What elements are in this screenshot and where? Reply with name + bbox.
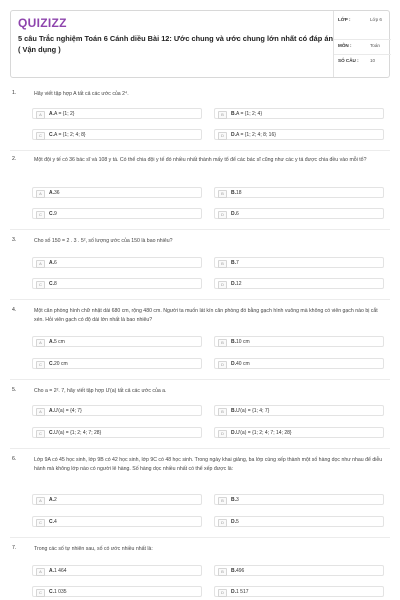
question-divider bbox=[10, 379, 390, 380]
option-letter: A bbox=[36, 568, 45, 576]
option-text: B.Ư(a) = {1; 4; 7} bbox=[231, 407, 270, 414]
option-text: B.A = {1; 2; 4} bbox=[231, 110, 262, 117]
answer-option-d[interactable] bbox=[214, 278, 384, 289]
answer-option-a[interactable] bbox=[32, 405, 202, 416]
question-text: Cho số 150 = 2 . 3 . 5², số lượng ước của 150 là bao nhiêu? bbox=[34, 238, 173, 244]
answer-option-b[interactable] bbox=[214, 108, 384, 119]
answer-option-d[interactable] bbox=[214, 129, 384, 140]
option-letter: B bbox=[218, 111, 227, 119]
option-text: A.5 cm bbox=[49, 338, 65, 345]
question-divider bbox=[10, 448, 390, 449]
option-letter: D bbox=[218, 132, 227, 140]
answer-option-b[interactable] bbox=[214, 565, 384, 576]
meta-count-label: SỐ CÂU : bbox=[338, 58, 359, 63]
option-letter: C bbox=[36, 132, 45, 140]
answer-option-c[interactable] bbox=[32, 208, 202, 219]
option-text: A.A = {1; 2} bbox=[49, 110, 75, 117]
question-divider bbox=[10, 229, 390, 230]
option-text: B.7 bbox=[231, 259, 239, 266]
option-letter: D bbox=[218, 281, 227, 289]
answer-option-a[interactable] bbox=[32, 108, 202, 119]
option-text: A.1 464 bbox=[49, 567, 67, 574]
question-number: 2. bbox=[12, 156, 17, 162]
worksheet-header bbox=[10, 10, 390, 78]
option-text: B.18 bbox=[231, 189, 242, 196]
meta-divider bbox=[334, 54, 391, 55]
question-text: Trong các số tự nhiên sau, số có ước nhiều nhất là: bbox=[34, 546, 153, 552]
question-divider bbox=[10, 537, 390, 538]
answer-option-d[interactable] bbox=[214, 358, 384, 369]
meta-class-value: Lớp 6 bbox=[370, 17, 382, 22]
option-text: C.1 035 bbox=[49, 588, 67, 595]
answer-option-a[interactable] bbox=[32, 565, 202, 576]
question-divider bbox=[10, 150, 390, 151]
option-text: C.20 cm bbox=[49, 360, 68, 367]
question-text: Hãy viết tập hợp A tất cả các ước của 2⁴. bbox=[34, 91, 129, 97]
option-letter: C bbox=[36, 519, 45, 527]
option-letter: A bbox=[36, 260, 45, 268]
worksheet-meta bbox=[333, 11, 391, 77]
answer-option-a[interactable] bbox=[32, 187, 202, 198]
answer-option-b[interactable] bbox=[214, 257, 384, 268]
option-text: B.496 bbox=[231, 567, 245, 574]
question-number: 6. bbox=[12, 456, 17, 462]
answer-option-c[interactable] bbox=[32, 427, 202, 438]
option-letter: C bbox=[36, 430, 45, 438]
option-letter: D bbox=[218, 361, 227, 369]
question-text: Cho a = 2². 7, hãy viết tập hợp Ư(a) tất cả các ước của a. bbox=[34, 388, 167, 394]
option-text: C.8 bbox=[49, 280, 57, 287]
answer-option-d[interactable] bbox=[214, 516, 384, 527]
option-letter: D bbox=[218, 519, 227, 527]
option-letter: D bbox=[218, 589, 227, 597]
answer-option-b[interactable] bbox=[214, 405, 384, 416]
option-letter: A bbox=[36, 190, 45, 198]
answer-option-a[interactable] bbox=[32, 494, 202, 505]
question-number: 4. bbox=[12, 307, 17, 313]
question-divider bbox=[10, 299, 390, 300]
option-letter: B bbox=[218, 190, 227, 198]
option-text: C.9 bbox=[49, 210, 57, 217]
answer-option-c[interactable] bbox=[32, 516, 202, 527]
option-letter: A bbox=[36, 408, 45, 416]
answer-option-d[interactable] bbox=[214, 586, 384, 597]
option-text: A.36 bbox=[49, 189, 60, 196]
option-letter: A bbox=[36, 339, 45, 347]
option-text: B.10 cm bbox=[231, 338, 250, 345]
worksheet-title: 5 câu Trắc nghiệm Toán 6 Cánh diều Bài 12: Ước chung và ước chung lớn nhất có đáp án ( Vận dụng ) bbox=[18, 34, 333, 54]
question-number: 3. bbox=[12, 237, 17, 243]
answer-option-c[interactable] bbox=[32, 586, 202, 597]
question-number: 1. bbox=[12, 90, 17, 96]
question-number: 7. bbox=[12, 545, 17, 551]
option-letter: D bbox=[218, 430, 227, 438]
option-text: C.A = {1; 2; 4; 8} bbox=[49, 131, 86, 138]
option-letter: B bbox=[218, 568, 227, 576]
option-letter: B bbox=[218, 497, 227, 505]
answer-option-c[interactable] bbox=[32, 358, 202, 369]
answer-option-b[interactable] bbox=[214, 494, 384, 505]
option-letter: A bbox=[36, 111, 45, 119]
question-number: 5. bbox=[12, 387, 17, 393]
option-text: D.1 517 bbox=[231, 588, 249, 595]
answer-option-c[interactable] bbox=[32, 278, 202, 289]
option-letter: C bbox=[36, 361, 45, 369]
meta-divider bbox=[334, 39, 391, 40]
answer-option-d[interactable] bbox=[214, 208, 384, 219]
option-text: D.12 bbox=[231, 280, 242, 287]
option-text: C.4 bbox=[49, 518, 57, 525]
option-text: A.6 bbox=[49, 259, 57, 266]
option-text: D.6 bbox=[231, 210, 239, 217]
question-text: Lớp 9A có 45 học sinh, lớp 9B có 42 học sinh, lớp 9C có 48 học sinh. Trong ngày khai giảng, ba lớp cùng xếp thành một số hàng dọc như nhau để diễu hành mà không lớp nào có người lẻ hàng. Số hàng dọc nhiều nhất có thể xếp được là: bbox=[34, 457, 383, 472]
question-text: Một căn phòng hình chữ nhật dài 680 cm, rộng 480 cm. Người ta muốn lát kín căn phòng đó bằng gạch hình vuông mà không có viên gạch nào bị cắt xén. Hỏi viên gạch có độ dài lớn nhất là bao nhiêu? bbox=[34, 308, 378, 323]
option-letter: C bbox=[36, 211, 45, 219]
answer-option-b[interactable] bbox=[214, 336, 384, 347]
option-letter: B bbox=[218, 339, 227, 347]
answer-option-b[interactable] bbox=[214, 187, 384, 198]
meta-subject-label: MÔN : bbox=[338, 43, 352, 48]
option-text: D.A = {1; 2; 4; 8; 16} bbox=[231, 131, 276, 138]
answer-option-a[interactable] bbox=[32, 257, 202, 268]
meta-subject-value: Toán bbox=[370, 43, 380, 48]
option-text: D.Ư(a) = {1; 2; 4; 7; 14; 28} bbox=[231, 429, 292, 436]
answer-option-c[interactable] bbox=[32, 129, 202, 140]
option-text: D.5 bbox=[231, 518, 239, 525]
question-text: Một đội y tế có 36 bác sĩ và 108 y tá. Có thể chia đội y tế đó nhiều nhất thành mấy tổ để các bác sĩ cũng như các y tá được chia đều vào mỗi tổ? bbox=[34, 157, 367, 163]
answer-option-d[interactable] bbox=[214, 427, 384, 438]
option-text: D.40 cm bbox=[231, 360, 250, 367]
answer-option-a[interactable] bbox=[32, 336, 202, 347]
quizizz-logo: QUIZIZZ bbox=[18, 16, 67, 30]
option-letter: D bbox=[218, 211, 227, 219]
option-letter: B bbox=[218, 260, 227, 268]
option-text: A.Ư(a) = {4; 7} bbox=[49, 407, 82, 414]
option-text: A.2 bbox=[49, 496, 57, 503]
option-letter: B bbox=[218, 408, 227, 416]
option-letter: C bbox=[36, 281, 45, 289]
meta-count-value: 10 bbox=[370, 58, 376, 63]
option-letter: A bbox=[36, 497, 45, 505]
option-letter: C bbox=[36, 589, 45, 597]
option-text: C.Ư(a) = {1; 2; 4; 7; 28} bbox=[49, 429, 102, 436]
option-text: B.3 bbox=[231, 496, 239, 503]
meta-class-label: LỚP : bbox=[338, 17, 351, 22]
